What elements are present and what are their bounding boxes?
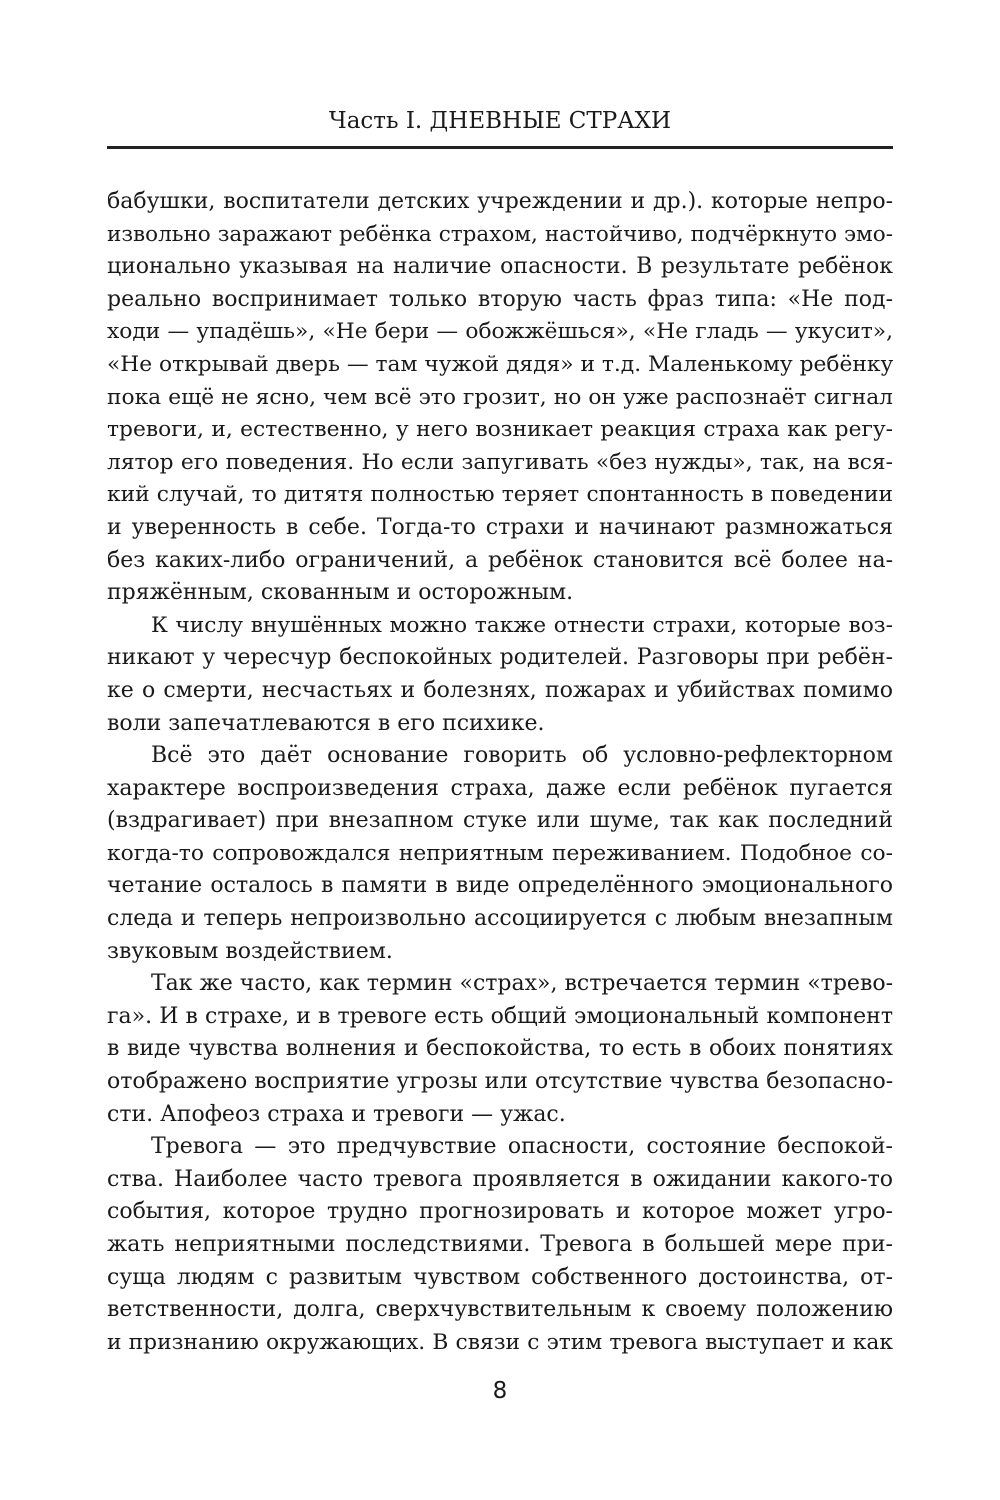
text-line: кий случай, то дитятя полностью теряет спонтанность в поведении [107,482,893,508]
text-line: сти. Апофеоз страха и тревоги — ужас. [107,1101,566,1127]
text-line: четание осталось в памяти в виде определённого эмоционального [107,873,893,899]
text-line: га». И в страхе, и в тревоге есть общий эмоциональный компонент [107,1003,893,1029]
paragraph-2 [107,610,893,740]
page-number: 8 [492,1378,508,1404]
text-line: пряжённым, скованным и осторожным. [107,580,574,606]
running-header: Часть I. ДНЕВНЫЕ СТРАХИ [328,108,672,134]
text-line: Тревога — это предчувствие опасности, состояние беспокой- [151,1134,893,1160]
text-line: воли запечатлеваются в его психике. [107,710,545,736]
text-line: ства. Наиболее часто тревога проявляется в ожидании какого-то [107,1166,893,1192]
text-line: и признанию окружающих. В связи с этим тревога выступает и как [107,1329,893,1355]
text-line: К числу внушённых можно также отнести страхи, которые воз- [151,612,893,638]
text-line: ке о смерти, несчастьях и болезнях, пожарах и убийствах помимо [107,677,893,703]
text-line: ционально указывая на наличие опасности. В результате ребёнок [107,254,893,280]
text-line: Так же часто, как термин «страх», встречается термин «трево- [151,971,894,997]
text-line: пока ещё не ясно, чем всё это грозит, но он уже распознаёт сигнал [107,384,893,410]
text-line: отображено восприятие угрозы или отсутствие чувства безопасно- [107,1069,894,1095]
text-line: Всё это даёт основание говорить об условно-рефлекторном [151,743,893,769]
text-line: события, которое трудно прогнозировать и которое может угро- [107,1199,893,1225]
text-line: ветственности, долга, сверхчувствительным к своему положению [107,1297,893,1323]
text-line: извольно заражают ребёнка страхом, настойчиво, подчёркнуто эмо- [107,221,893,247]
text-line: без каких-либо ограничений, а ребёнок становится всё более на- [107,547,893,573]
paragraph-1 [107,186,893,610]
text-line: в виде чувства волнения и беспокойства, то есть в обоих понятиях [107,1036,893,1062]
text-line: бабушки, воспитатели детских учреждении и др.). которые непро- [107,189,893,214]
text-line: никают у чересчур беспокойных родителей. Разговоры при ребён- [107,645,893,671]
paragraph-5 [107,1131,893,1359]
text-line: звуковым воздействием. [107,938,393,964]
text-line: жать неприятными последствиями. Тревога в большей мере при- [107,1232,893,1257]
text-line: лятор его поведения. Но если запугивать «без нужды», так, на вся- [107,449,893,475]
paragraph-4 [107,968,893,1131]
text-line: тревоги, и, естественно, у него возникает реакция страха как регу- [107,417,893,443]
page-body [107,186,893,1359]
text-line: ходи — упадёшь», «Не бери — обожжёшься», «Не гладь — укусит», [107,319,893,345]
text-line: характере воспроизведения страха, даже если ребёнок пугается [107,775,893,801]
text-line: (вздрагивает) при внезапном стуке или шуме, так как последний [107,808,893,834]
paragraph-3 [107,740,893,968]
text-line: следа и теперь непроизвольно ассоциируется с любым внезапным [107,906,893,932]
text-line: когда-то сопровождался неприятным переживанием. Подобное со- [107,840,893,866]
text-line: «Не открывай дверь — там чужой дядя» и т.д. Маленькому ребёнку [107,351,894,377]
text-line: и уверенность в себе. Тогда-то страхи и начинают размножаться [107,514,893,540]
text-line: суща людям с развитым чувством собственного достоинства, от- [107,1264,893,1290]
text-line: реально воспринимает только вторую часть фраз типа: «Не под- [107,286,893,312]
header-divider [107,146,893,149]
